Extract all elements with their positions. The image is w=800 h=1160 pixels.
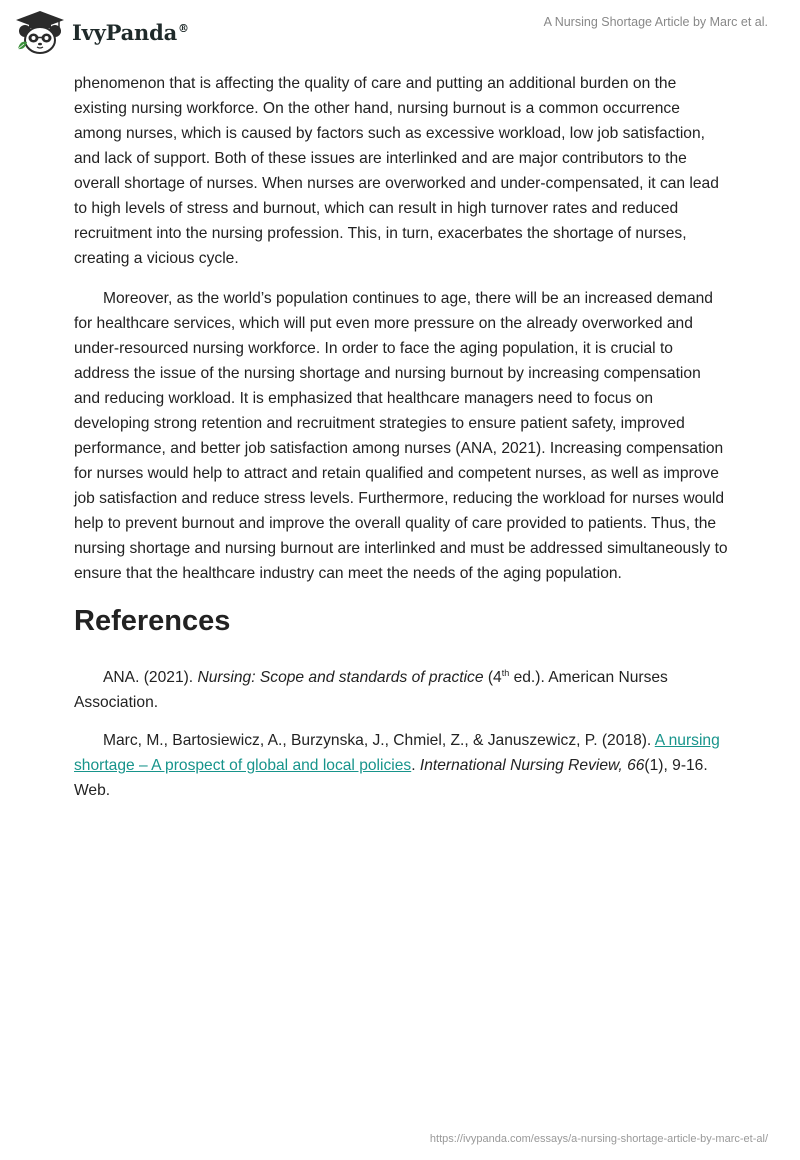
- reference-marc: [74, 728, 729, 803]
- footer-url[interactable]: https://ivypanda.com/essays/a-nursing-shortage-article-by-marc-et-al/: [429, 1133, 768, 1145]
- ref2-issue-pages: (1), 9-16. Web.: [74, 757, 708, 800]
- registered-mark: ®: [178, 21, 189, 35]
- brand-name: [72, 20, 189, 45]
- paragraph-2: Moreover, as the world’s population continues to age, there will be an increased demand for healthcare services, which will put even more pressure on the already overworked and under-resourced nursing workforce. In order to face the aging population, it is crucial to address the issue of the nursing shortage and nursing burnout by increasing compensation and reducing workload. It is emphasized that healthcare managers need to focus on developing strong retention and recruitment strategies to ensure patient safety, improved performance, and better job satisfaction among nurses (ANA, 2021). Increasing compensation for nurses would help to attract and retain qualified and competent nurses, as well as improve job satisfaction and reduce stress levels. Furthermore, reducing the workload for nurses would help to prevent burnout and improve the overall quality of care provided to patients. Thus, the nursing shortage and nursing burnout are interlinked and must be addressed simultaneously to ensure that the healthcare industry can meet the needs of the aging population.: [74, 290, 728, 582]
- page-header: [0, 0, 800, 70]
- ref1-publisher: ed.). American Nurses Association.: [74, 669, 668, 712]
- brand-wordmark: IvyPanda: [72, 19, 178, 45]
- ref1-edition-sup: th: [501, 668, 510, 678]
- ref1-authors: ANA. (2021).: [103, 669, 198, 687]
- ref2-article-link[interactable]: A nursing shortage – A prospect of global and local policies: [74, 732, 720, 775]
- ref1-edition: (4: [483, 669, 502, 687]
- ref1-title: Nursing: Scope and standards of practice: [197, 669, 484, 687]
- ref2-journal: International Nursing Review, 66: [419, 757, 645, 775]
- reference-ana: [74, 661, 729, 715]
- ivypanda-logo[interactable]: [14, 8, 189, 56]
- paragraph-1: phenomenon that is affecting the quality of care and putting an additional burden on the existing nursing workforce. On the other hand, nursing burnout is a common occurrence among nurses, which is caused by factors such as excessive workload, low job satisfaction, and lack of support. Both of these issues are interlinked and are major contributors to the overall shortage of nurses. When nurses are overworked and under-compensated, it can lead to high levels of stress and burnout, which can result in high turnover rates and reduced recruitment into the nursing profession. This, in turn, exacerbates the shortage of nurses, creating a vicious cycle.: [74, 75, 719, 267]
- references-heading: References: [74, 605, 231, 637]
- ref2-separator: .: [411, 757, 420, 775]
- ref2-authors: Marc, M., Bartosiewicz, A., Burzynska, J., Chmiel, Z., & Januszewicz, P. (2018).: [103, 732, 655, 750]
- document-title: A Nursing Shortage Article by Marc et al.: [543, 15, 768, 29]
- panda-graduate-icon: [14, 9, 66, 55]
- document-body: [74, 71, 729, 816]
